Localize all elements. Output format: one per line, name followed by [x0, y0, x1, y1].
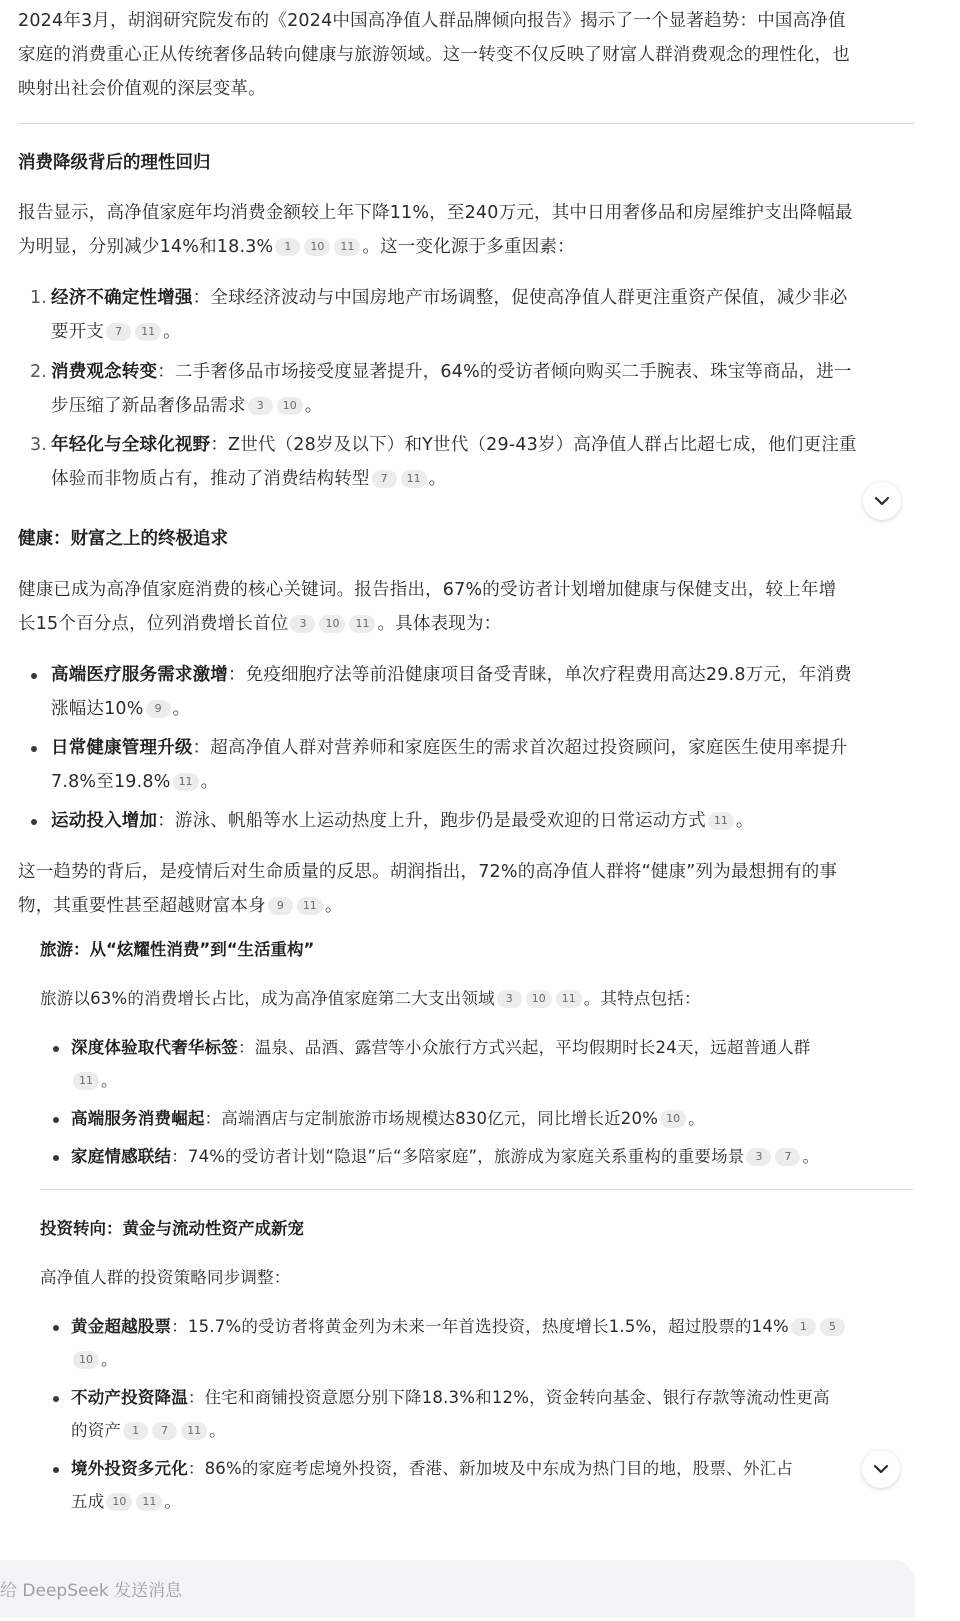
text-span: ：高端酒店与定制旅游市场规模达830亿元，同比增长近20%: [204, 1109, 659, 1128]
chevron-down-icon: [872, 1460, 890, 1478]
list-number: 3.: [30, 435, 48, 455]
bullet-dot: [53, 1396, 59, 1402]
list-item-title: 年轻化与全球化视野: [51, 435, 211, 455]
text-span: ：免疫细胞疗法等前沿健康项目备受青睐，单次疗程费用高达29.8万元，年消费: [228, 665, 852, 685]
bullet-dot: [31, 746, 37, 752]
citation-badge[interactable]: 11: [135, 323, 161, 341]
citation-badge[interactable]: 9: [268, 897, 293, 915]
list-item-title: 家庭情感联结: [71, 1147, 172, 1166]
text-span: 。这一变化源于多重因素：: [362, 237, 575, 257]
list-item-continuation: [71, 1485, 181, 1519]
citation-badge[interactable]: 7: [152, 1422, 177, 1440]
list-item-continuation: [51, 315, 181, 349]
bullet-dot: [53, 1325, 59, 1331]
text-span: 。具体表现为：: [377, 614, 502, 634]
text-line: 高净值人群的投资策略同步调整：: [40, 1268, 291, 1287]
list-item-continuation: [71, 1343, 118, 1377]
text-span: 。: [428, 469, 447, 489]
citation-badge[interactable]: 1: [791, 1318, 816, 1336]
text-span: 。: [324, 896, 343, 916]
list-item-title: 经济不确定性增强: [51, 288, 193, 308]
bullet-dot: [31, 819, 37, 825]
section-heading: 消费降级背后的理性回归: [18, 153, 211, 173]
citation-badge[interactable]: 1: [123, 1422, 148, 1440]
text-span: 7.8%至19.8%: [51, 772, 171, 792]
text-span: 要开支: [51, 322, 105, 342]
list-item: [51, 658, 852, 692]
bullet-dot: [53, 1046, 59, 1052]
citation-badge[interactable]: 11: [173, 773, 199, 791]
list-item: [51, 281, 848, 315]
citation-badge[interactable]: 1: [275, 238, 300, 256]
text-span: 。: [735, 811, 754, 831]
list-item-title: 高端医疗服务需求激增: [51, 665, 228, 685]
list-item: [51, 428, 857, 462]
text-span: 五成: [71, 1492, 105, 1511]
list-item: [71, 1140, 819, 1174]
text-line: 健康已成为高净值家庭消费的核心关键词。报告指出，67%的受访者计划增加健康与保健支出，较上年增: [18, 580, 837, 600]
section-heading: 投资转向：黄金与流动性资产成新宠: [40, 1219, 304, 1238]
text-span: ：住宅和商铺投资意愿分别下降18.3%和12%，资金转向基金、银行存款等流动性更高: [187, 1388, 830, 1407]
divider: [18, 123, 915, 124]
list-item-title: 日常健康管理升级: [51, 738, 193, 758]
message-input-bar[interactable]: [0, 1560, 915, 1618]
citation-badge[interactable]: 11: [181, 1422, 207, 1440]
list-number: 2.: [30, 362, 48, 382]
text-span: ：二手奢侈品市场接受度显著提升，64%的受访者倾向购买二手腕表、珠宝等商品，进一: [157, 362, 852, 382]
citation-badge[interactable]: 10: [319, 615, 345, 633]
list-item: [51, 804, 754, 838]
list-item-title: 黄金超越股票: [71, 1317, 172, 1336]
citation-badge[interactable]: 3: [290, 615, 315, 633]
text-span: 长15个百分点，位列消费增长首位: [18, 614, 289, 634]
citation-badge[interactable]: 11: [334, 238, 360, 256]
section-heading: 健康：财富之上的终极追求: [18, 529, 228, 549]
text-line: [18, 230, 575, 264]
list-item-title: 不动产投资降温: [71, 1388, 188, 1407]
text-span: ：游泳、帆船等水上运动热度上升，跑步仍是最受欢迎的日常运动方式: [157, 811, 706, 831]
text-line: 映射出社会价值观的深层变革。: [18, 79, 266, 99]
list-item: [71, 1381, 830, 1415]
text-span: 。: [163, 322, 181, 342]
scroll-down-button[interactable]: [862, 1450, 900, 1488]
list-item-continuation: [51, 389, 322, 423]
text-line: [40, 982, 701, 1016]
bullet-dot: [53, 1155, 59, 1161]
list-item: [71, 1310, 847, 1344]
citation-badge[interactable]: 11: [708, 812, 734, 830]
citation-badge[interactable]: 10: [73, 1351, 99, 1369]
text-span: 。: [688, 1109, 705, 1128]
citation-badge[interactable]: 7: [106, 323, 131, 341]
text-span: 步压缩了新品奢侈品需求: [51, 396, 246, 416]
text-line: 报告显示，高净值家庭年均消费金额较上年下降11%，至240万元，其中日用奢侈品和房屋维护支出降幅最: [18, 203, 853, 223]
citation-badge[interactable]: 10: [526, 990, 552, 1008]
scroll-down-button[interactable]: [863, 482, 901, 520]
section-heading: 旅游：从“炫耀性消费”到“生活重构”: [40, 940, 315, 959]
citation-badge[interactable]: 11: [349, 615, 375, 633]
list-item-continuation: [51, 692, 190, 726]
citation-badge[interactable]: 3: [248, 397, 273, 415]
text-span: 。其特点包括：: [583, 989, 701, 1008]
citation-badge[interactable]: 10: [106, 1493, 132, 1511]
list-item-title: 消费观念转变: [51, 362, 158, 382]
citation-badge[interactable]: 11: [136, 1493, 162, 1511]
text-span: ：全球经济波动与中国房地产市场调整，促使高净值人群更注重资产保值，减少非必: [192, 288, 848, 308]
list-item-continuation: [51, 462, 446, 496]
citation-badge[interactable]: 7: [775, 1148, 800, 1166]
message-input-placeholder[interactable]: 给 DeepSeek 发送消息: [0, 1581, 183, 1601]
text-span: 的资产: [71, 1421, 122, 1440]
list-item: [71, 1452, 793, 1486]
list-item-title: 高端服务消费崛起: [71, 1109, 205, 1128]
citation-badge[interactable]: 10: [277, 397, 303, 415]
text-span: 。: [164, 1492, 182, 1511]
list-item-continuation: [71, 1414, 226, 1448]
citation-badge[interactable]: 5: [820, 1318, 845, 1336]
list-item-title: 境外投资多元化: [71, 1459, 188, 1478]
text-span: 旅游以63%的消费增长占比，成为高净值家庭第二大支出领域: [40, 989, 495, 1008]
list-item: [71, 1102, 705, 1136]
text-span: ：74%的受访者计划“隐退”后“多陪家庭”，旅游成为家庭关系重构的重要场景: [171, 1147, 745, 1166]
list-item: [51, 731, 848, 765]
list-item: [71, 1031, 811, 1065]
text-span: ：15.7%的受访者将黄金列为未来一年首选投资，热度增长1.5%，超过股票的14%: [171, 1317, 789, 1336]
text-span: ：超高净值人群对营养师和家庭医生的需求首次超过投资顾问，家庭医生使用率提升: [192, 738, 848, 758]
text-span: 。: [172, 699, 191, 719]
text-span: 。: [209, 1421, 226, 1440]
text-line: 2024年3月，胡润研究院发布的《2024中国高净值人群品牌倾向报告》揭示了一个显著趋势：中国高净值: [18, 11, 846, 31]
citation-badge[interactable]: 10: [660, 1110, 686, 1128]
text-line: 家庭的消费重心正从传统奢侈品转向健康与旅游领域。这一转变不仅反映了财富人群消费观念的理性化，也: [18, 45, 850, 65]
chevron-down-icon: [873, 492, 891, 510]
text-span: ：温泉、品酒、露营等小众旅行方式兴起，平均假期时长24天，远超普通人群: [238, 1038, 811, 1057]
citation-badge[interactable]: 11: [556, 990, 582, 1008]
citation-badge[interactable]: 9: [146, 700, 171, 718]
text-line: [18, 607, 501, 641]
text-line: [18, 889, 343, 923]
list-item-title: 深度体验取代奢华标签: [71, 1038, 238, 1057]
citation-badge[interactable]: 11: [73, 1072, 99, 1090]
list-item: [51, 355, 852, 389]
text-span: 。: [802, 1147, 820, 1166]
citation-badge[interactable]: 11: [297, 897, 323, 915]
bullet-dot: [53, 1117, 59, 1123]
text-span: 体验而非物质占有，推动了消费结构转型: [51, 469, 370, 489]
text-span: ：86%的家庭考虑境外投资，香港、新加坡及中东成为热门目的地，股票、外汇占: [187, 1459, 793, 1478]
text-span: 。: [101, 1350, 118, 1369]
bullet-dot: [53, 1467, 59, 1473]
list-number: 1.: [30, 288, 48, 308]
text-span: 涨幅达10%: [51, 699, 144, 719]
citation-badge[interactable]: 10: [304, 238, 330, 256]
text-span: ：Z世代（28岁及以下）和Y世代（29-43岁）高净值人群占比超七成，他们更注重: [210, 435, 857, 455]
citation-badge[interactable]: 3: [497, 990, 522, 1008]
text-span: 。: [101, 1071, 118, 1090]
text-span: 物，其重要性甚至超越财富本身: [18, 896, 266, 916]
list-item-title: 运动投入增加: [51, 811, 158, 831]
divider: [40, 1189, 913, 1190]
citation-badge[interactable]: 3: [746, 1148, 771, 1166]
text-line: 这一趋势的背后，是疫情后对生命质量的反思。胡润指出，72%的高净值人群将“健康”列为最想拥有的事: [18, 862, 838, 882]
list-item-continuation: [51, 765, 218, 799]
bullet-dot: [31, 673, 37, 679]
list-item-continuation: [71, 1064, 118, 1098]
citation-badge[interactable]: 7: [372, 470, 397, 488]
text-span: 。: [304, 396, 323, 416]
text-span: 为明显，分别减少14%和18.3%: [18, 237, 274, 257]
citation-badge[interactable]: 11: [401, 470, 427, 488]
text-span: 。: [200, 772, 219, 792]
